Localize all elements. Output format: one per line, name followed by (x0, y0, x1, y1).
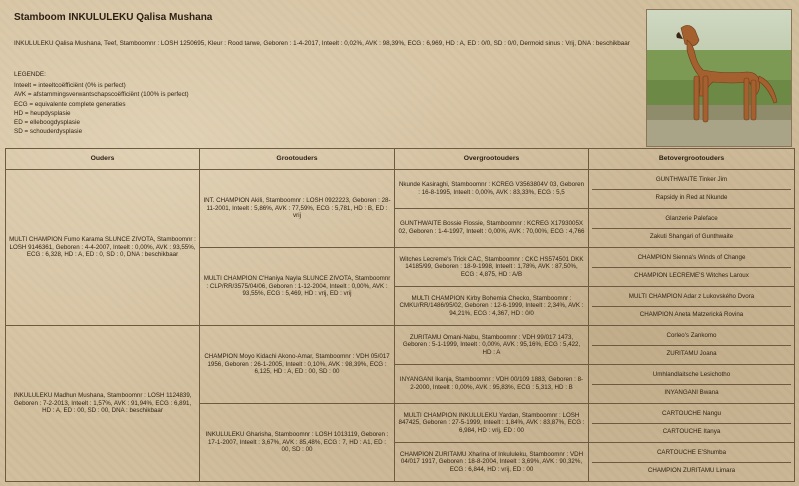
great-great-grandparent: CHAMPION Aneta Matzerická Rovina (639, 311, 744, 319)
legend-item: ECG = equivalente complete generaties (14, 100, 126, 108)
great-great-grandparent: CARTOUCHE Nangu (592, 405, 791, 424)
legend-item: ED = elleboogdysplasie (14, 119, 80, 127)
dog-photo (646, 9, 792, 147)
grandparent: INKULULEKU Gharisha, Stamboomnr : LOSH 1013119, Geboren : 17-1-2007, Inteelt : 3,67%, AVK : 85,48%, ECG : 7, HD : A1, ED : 00, SD : 00 (200, 404, 395, 482)
page-title: Stamboom INKULULEKU Qalisa Mushana (14, 12, 213, 23)
great-great-grandparent: CHAMPION ZURITAMU Limara (647, 467, 736, 475)
great-grandparent: ZURITAMU Omani-Nabu, Stamboomnr : VDH 99/017 1473, Geboren : 5-1-1999, Inteelt : 0,00%, AVK : 95,16%, ECG : 5,422, HD : A (395, 326, 589, 365)
great-great-grandparent: GUNTHWAITE Tinker Jim (592, 171, 791, 190)
great-great-grandparent: Zakuti Shangari of Gunthwaite (649, 233, 734, 241)
great-great-grandparent: CHAMPION Sienna's Winds of Change (592, 249, 791, 268)
great-grandparent: MULTI CHAMPION INKULULEKU Yardan, Stamboomnr : LOSH 847425, Geboren : 27-5-1999, Inteelt : 1,84%, AVK : 83,87%, ECG : 6,984, HD : vrij, ED : 00 (395, 404, 589, 443)
header-ouders: Ouders (6, 149, 200, 170)
great-great-grandparent: Corleo's Zankomo (592, 327, 791, 346)
great-grandparent: Nkunde Kasiraghi, Stamboomnr : KCREG V3563804V 03, Geboren : 16-8-1995, Inteelt : 0,00%, AVK : 83,33%, ECG : 5,5 (395, 170, 589, 209)
header-betovergrootouders: Betovergrootouders (589, 149, 795, 170)
parent-sire: MULTI CHAMPION Fumo Karama SLUNCE ZIVOTA, Stamboomnr : LOSH 9146361, Geboren : 4-4-2007, Inteelt : 0,00%, AVK : 93,55%, ECG : 6,328, HD : A, ED : 0, SD : 0, DNA : beschikbaar (6, 170, 200, 326)
legend (14, 70, 189, 136)
legend-item: HD = heupdysplasie (14, 109, 71, 117)
great-great-grandparent: CARTOUCHE Itanya (662, 428, 721, 436)
header-grootouders: Grootouders (200, 149, 395, 170)
legend-item: SD = schouderdysplasie (14, 128, 83, 136)
great-great-grandparent: INYANGANI Bwana (664, 389, 719, 397)
legend-item: AVK = afstammingsverwantschapscoëfficiënt (100% is perfect) (14, 91, 189, 99)
great-great-grandparent: Umhlandlaitsche Lesichotho (592, 366, 791, 385)
legend-heading: LEGENDE: (14, 71, 46, 78)
great-great-grandparent: Glanzerie Paleface (592, 210, 791, 229)
great-grandparent: Witches Lecreme's Trick CAC, Stamboomnr : CKC HS574501 DKK 14185/99, Geboren : 18-9-1998, Inteelt : 1,78%, AVK : 87,50%, ECG : 4,875, HD : A/B (395, 248, 589, 287)
great-grandparent: INYANGANI Ikanja, Stamboomnr : VDH 00/109 1883, Geboren : 8-2-2000, Inteelt : 0,00%, AVK : 95,83%, ECG : 5,313, HD : B (395, 365, 589, 404)
pedigree-table (5, 148, 795, 482)
header-overgrootouders: Overgrootouders (395, 149, 589, 170)
grandparent: INT. CHAMPION Akili, Stamboomnr : LOSH 0922223, Geboren : 28-11-2001, Inteelt : 5,86%, AVK : 77,59%, ECG : 5,781, HD : B, ED : vrij (200, 170, 395, 248)
dog-description: INKULULEKU Qalisa Mushana, Teef, Stamboomnr : LOSH 1250695, Kleur : Rood tarwe, Geboren : 1-4-2017, Inteelt : 0,02%, AVK : 98,39%, ECG : 6,969, HD : A, ED : 0/0, SD : 0/0, Dermoid sinus : Vrij, DNA : beschikbaar (14, 40, 630, 47)
legend-item: Inteelt = inteeltcoëfficiënt (0% is perfect) (14, 82, 126, 90)
great-great-grandparent: Rapsidy in Red at Nkunde (655, 194, 728, 202)
parent-dam: INKULULEKU Madhun Mushana, Stamboomnr : LOSH 1124839, Geboren : 7-2-2013, Inteelt : 1,57%, AVK : 91,94%, ECG : 6,891, HD : A, ED : 00, SD : 00, DNA : beschikbaar (6, 326, 200, 482)
great-great-grandparent: CHAMPION LECREME'S Witches Laroux (634, 272, 749, 280)
grandparent: CHAMPION Moyo Kidachi Akono-Amar, Stamboomnr : VDH 05/017 1956, Geboren : 26-1-2005, Inteelt : 0,10%, AVK : 98,39%, ECG : 6,125, HD : A, ED : 00, SD : 00 (200, 326, 395, 404)
great-grandparent: CHAMPION ZURITAMU Xharina of Inkululeku, Stamboomnr : VDH 04/017 1917, Geboren : 18-8-2004, Inteelt : 3,69%, AVK : 90,32%, ECG : 6,844, HD : vrij, ED : 00 (395, 443, 589, 482)
rhodesian-ridgeback-photo (647, 10, 791, 146)
great-great-grandparent: MULTI CHAMPION Adar z Lukovského Dvora (592, 288, 791, 307)
great-great-grandparent: ZURITAMU Joana (666, 350, 717, 358)
grandparent: MULTI CHAMPION C'Haniya Nayla SLUNCE ZIVOTA, Stamboomnr : CLP/RR/3575/04/06, Geboren : 1-12-2004, Inteelt : 0,00%, AVK : 93,55%, ECG : 5,469, HD : vrij, ED : vrij (200, 248, 395, 326)
great-great-grandparent: CARTOUCHE E'Shumba (592, 444, 791, 463)
great-grandparent: MULTI CHAMPION Kirby Bohemia Checko, Stamboomnr : CMKU/RR/1486/95/02, Geboren : 12-6-1999, Inteelt : 2,34%, AVK : 94,21%, ECG : 4,367, HD : 0/0 (395, 287, 589, 326)
great-grandparent: GUNTHWAITE Bossie Flossie, Stamboomnr : KCREG X1793005X 02, Geboren : 1-4-1997, Inteelt : 0,00%, AVK : 70,00%, ECG : 4,766 (395, 209, 589, 248)
